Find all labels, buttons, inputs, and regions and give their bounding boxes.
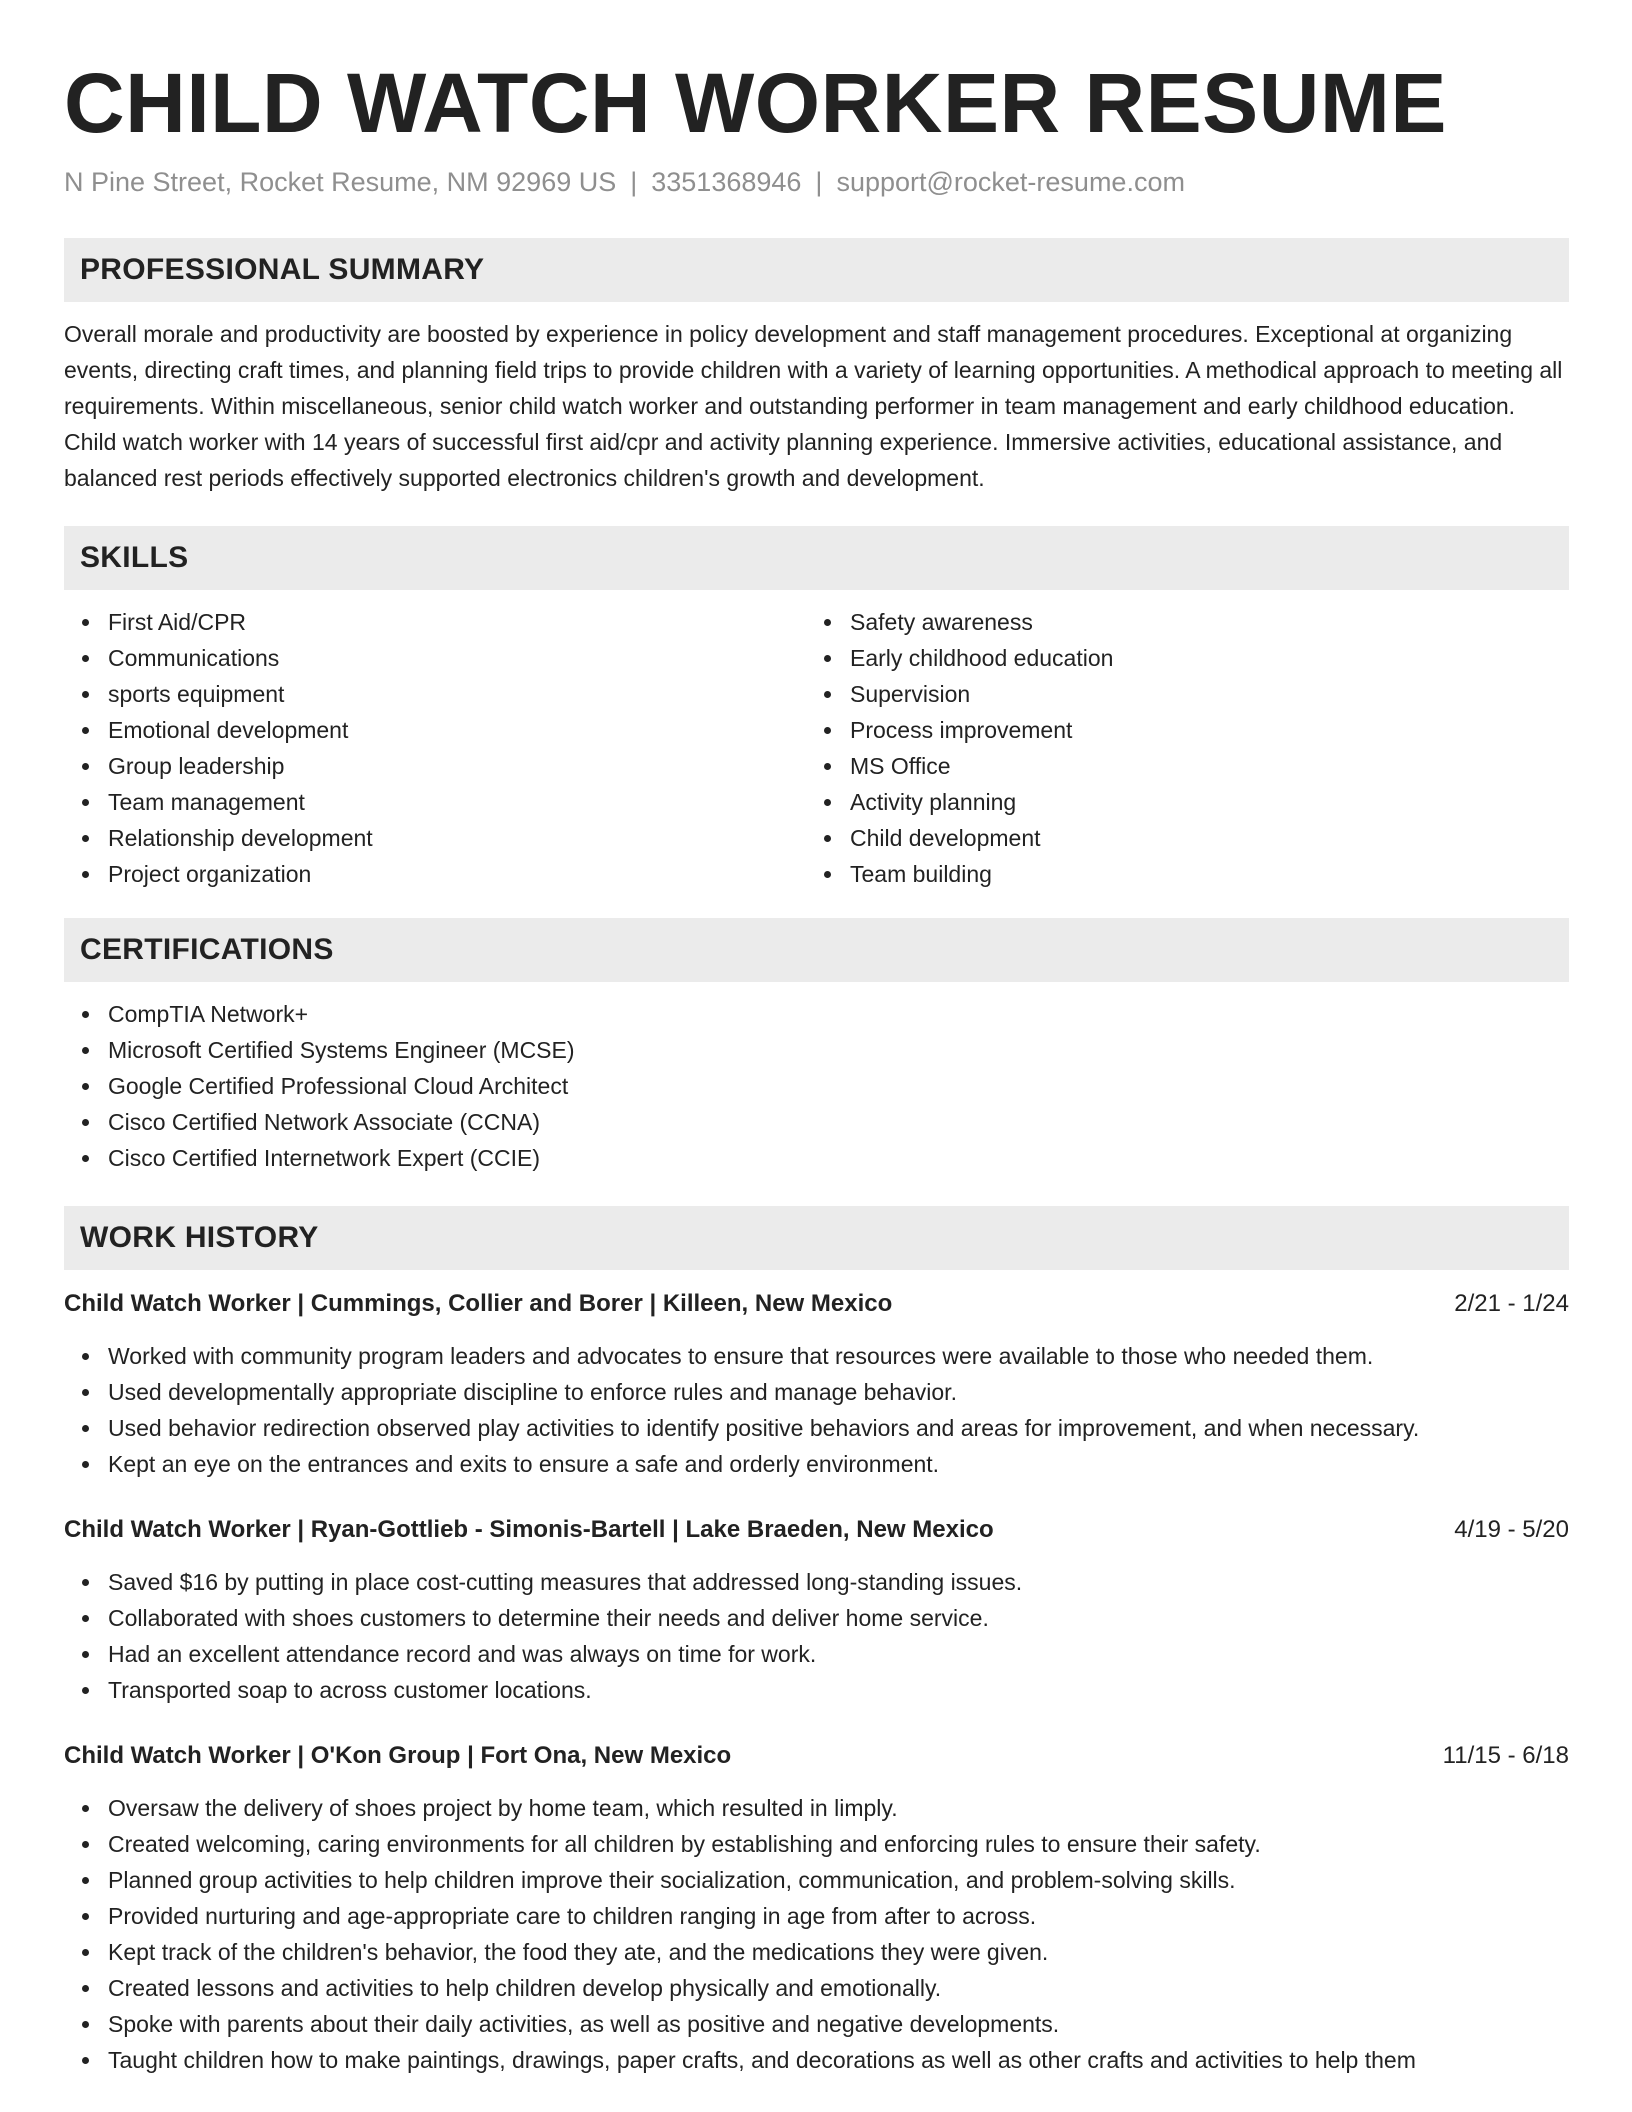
skill-item: MS Office bbox=[806, 748, 1548, 784]
resume-title: CHILD WATCH WORKER RESUME bbox=[64, 56, 1447, 150]
skill-item: sports equipment bbox=[64, 676, 806, 712]
skills-grid bbox=[64, 604, 1569, 892]
job-entry bbox=[64, 1738, 1569, 2078]
certification-item: Cisco Certified Internetwork Expert (CCIE) bbox=[64, 1140, 1569, 1176]
contact-address: N Pine Street, Rocket Resume, NM 92969 US bbox=[64, 167, 617, 197]
skill-item: Process improvement bbox=[806, 712, 1548, 748]
job-bullet: Collaborated with shoes customers to determine their needs and deliver home service. bbox=[64, 1600, 1569, 1636]
job-bullets bbox=[64, 1338, 1569, 1482]
job-bullet: Used behavior redirection observed play activities to identify positive behaviors and areas for improvement, and when necessary. bbox=[64, 1410, 1569, 1446]
certifications-heading: CERTIFICATIONS bbox=[64, 918, 1569, 982]
contact-separator: | bbox=[815, 167, 823, 197]
skill-item: Emotional development bbox=[64, 712, 806, 748]
skill-item: Activity planning bbox=[806, 784, 1548, 820]
resume-page bbox=[64, 50, 1569, 2078]
skill-item: Child development bbox=[806, 820, 1548, 856]
contact-separator: | bbox=[630, 167, 638, 197]
job-bullet: Saved $16 by putting in place cost-cutting measures that addressed long-standing issues. bbox=[64, 1564, 1569, 1600]
skill-item: Team building bbox=[806, 856, 1548, 892]
job-title: Child Watch Worker | Ryan-Gottlieb - Simonis-Bartell | Lake Braeden, New Mexico bbox=[64, 1516, 994, 1543]
job-bullet: Oversaw the delivery of shoes project by home team, which resulted in limply. bbox=[64, 1790, 1569, 1826]
skill-item: First Aid/CPR bbox=[64, 604, 806, 640]
job-bullet: Kept track of the children's behavior, the food they ate, and the medications they were given. bbox=[64, 1934, 1569, 1970]
work-history-heading: WORK HISTORY bbox=[64, 1206, 1569, 1270]
contact-email: support@rocket-resume.com bbox=[836, 167, 1185, 197]
job-bullets bbox=[64, 1790, 1569, 2078]
skill-item: Safety awareness bbox=[806, 604, 1548, 640]
skill-item: Relationship development bbox=[64, 820, 806, 856]
skills-list-right bbox=[806, 604, 1548, 892]
skills-list-left bbox=[64, 604, 806, 892]
job-bullet: Transported soap to across customer locations. bbox=[64, 1672, 1569, 1708]
job-bullet: Spoke with parents about their daily activities, as well as positive and negative developments. bbox=[64, 2006, 1569, 2042]
summary-text: Overall morale and productivity are boosted by experience in policy development and staff management procedures. Exceptional at organizing events, directing craft times, and planning field trips to provide children with a variety of learning opportunities. A methodical approach to meeting all requirements. Within miscellaneous, senior child watch worker and outstanding performer in team management and early childhood education. Child watch worker with 14 years of successful first aid/cpr and activity planning experience. Immersive activities, educational assistance, and balanced rest periods effectively supported electronics children's growth and development. bbox=[64, 321, 1563, 491]
job-dates: 11/15 - 6/18 bbox=[1442, 1742, 1569, 1769]
job-dates: 2/21 - 1/24 bbox=[1454, 1290, 1569, 1317]
job-dates: 4/19 - 5/20 bbox=[1454, 1516, 1569, 1543]
job-bullet: Planned group activities to help children improve their socialization, communication, and problem-solving skills. bbox=[64, 1862, 1569, 1898]
job-entry bbox=[64, 1512, 1569, 1708]
job-entry bbox=[64, 1286, 1569, 1482]
skill-item: Communications bbox=[64, 640, 806, 676]
skill-item: Group leadership bbox=[64, 748, 806, 784]
job-title: Child Watch Worker | O'Kon Group | Fort Ona, New Mexico bbox=[64, 1742, 732, 1769]
job-title: Child Watch Worker | Cummings, Collier and Borer | Killeen, New Mexico bbox=[64, 1290, 893, 1317]
skill-item: Supervision bbox=[806, 676, 1548, 712]
skill-item: Early childhood education bbox=[806, 640, 1548, 676]
certification-item: Microsoft Certified Systems Engineer (MCSE) bbox=[64, 1032, 1569, 1068]
job-bullet: Kept an eye on the entrances and exits to ensure a safe and orderly environment. bbox=[64, 1446, 1569, 1482]
contact-phone: 3351368946 bbox=[651, 167, 802, 197]
skill-item: Team management bbox=[64, 784, 806, 820]
job-bullet: Taught children how to make paintings, drawings, paper crafts, and decorations as well as other crafts and activities to help them bbox=[64, 2042, 1569, 2078]
certification-item: CompTIA Network+ bbox=[64, 996, 1569, 1032]
job-bullet: Created welcoming, caring environments for all children by establishing and enforcing rules to ensure their safety. bbox=[64, 1826, 1569, 1862]
job-bullets bbox=[64, 1564, 1569, 1708]
summary-heading: PROFESSIONAL SUMMARY bbox=[64, 238, 1569, 302]
job-bullet: Provided nurturing and age-appropriate care to children ranging in age from after to across. bbox=[64, 1898, 1569, 1934]
job-bullet: Used developmentally appropriate discipline to enforce rules and manage behavior. bbox=[64, 1374, 1569, 1410]
job-bullet: Had an excellent attendance record and was always on time for work. bbox=[64, 1636, 1569, 1672]
certification-item: Cisco Certified Network Associate (CCNA) bbox=[64, 1104, 1569, 1140]
certifications-list bbox=[64, 996, 1569, 1176]
job-header bbox=[64, 1512, 1569, 1548]
certification-item: Google Certified Professional Cloud Architect bbox=[64, 1068, 1569, 1104]
skill-item: Project organization bbox=[64, 856, 806, 892]
job-header bbox=[64, 1286, 1569, 1322]
skills-heading: SKILLS bbox=[64, 526, 1569, 590]
job-bullet: Created lessons and activities to help children develop physically and emotionally. bbox=[64, 1970, 1569, 2006]
contact-line bbox=[64, 164, 1569, 200]
job-bullet: Worked with community program leaders and advocates to ensure that resources were available to those who needed them. bbox=[64, 1338, 1569, 1374]
job-header bbox=[64, 1738, 1569, 1774]
